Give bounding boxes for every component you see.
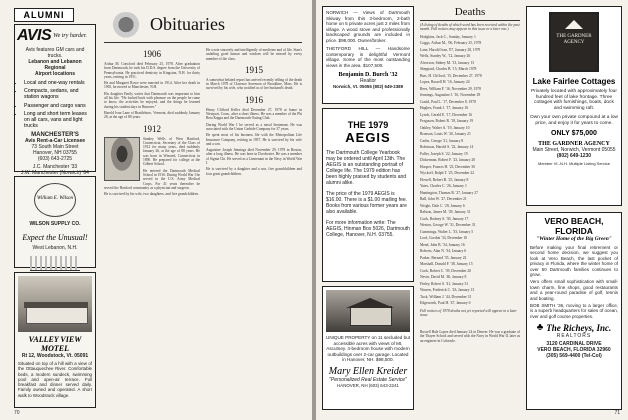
obituaries-title: Obituaries	[150, 14, 225, 34]
deaths-note: Full notices of 1978 deaths not yet reported will appear in a later issue.	[420, 308, 517, 317]
thetford-listing: THETFORD HILL — Handsome contemporary in delightful Vermont village. Some of the most outstanding views in the area. $107,500.	[326, 46, 410, 68]
death-entry: Lord, Gordon '33, December 10	[420, 236, 468, 241]
vero-sub2: REALTORS	[556, 333, 592, 340]
obit-paragraph: Russell Hale Lopez died January 24 in Denver. He was a graduate of the Thayer School and served with the Navy in World War II, later as an engineer in Colorado.	[420, 330, 520, 343]
death-entry: Howell, Robert B. '25, January 8	[420, 177, 469, 182]
kreider-addr: HANOVER, NH (603) 643-2241	[337, 382, 399, 388]
obit-paragraph: He is survived by a daughter and a son, five grandchildren and four great grandchildren.	[206, 167, 302, 176]
death-entry: Mead, John B. '34, January 16	[420, 242, 465, 247]
death-entry: Lopez, Russell H. '16, January 24	[420, 80, 470, 85]
list-item: • Local and one-way rentals	[24, 80, 92, 86]
cottages-title: Lake Fairlee Cottages	[532, 77, 616, 86]
avis-logo-block	[15, 25, 95, 47]
wilson-logo	[34, 183, 76, 217]
kreider-name: Mary Ellen Kreider	[328, 365, 408, 377]
vero-phone: (305) 569-4400 (Tel-Col)	[546, 353, 602, 360]
death-entry: Hooper, Francis H. '23, December 30	[420, 164, 475, 169]
list-item: • Passenger and cargo vans	[24, 103, 92, 109]
russell-lopez-notice	[420, 330, 520, 408]
death-entry: Nevin, David M. '40, January 8	[420, 275, 467, 280]
list-item: • Compacts, sedans, and station wagons	[24, 88, 92, 100]
avis-logo: AVIS	[17, 27, 52, 44]
valley-title: VALLEY VIEW MOTEL	[28, 335, 82, 353]
alumni-header	[14, 8, 74, 22]
death-entry: Cummings, Walter L. '33, January 5	[420, 229, 474, 234]
obit-paragraph: He and Margaret Rowe were married in 1914. After her death in 1965, he moved to Manchester, N.H.	[104, 81, 200, 90]
death-entry: Bronson, Louis W. '20, January 21	[420, 132, 471, 137]
manchester-l5: J.W. Manchester (Norwich) '64	[21, 170, 89, 177]
gardner-sign	[549, 12, 599, 72]
death-entry: Carlin, George '21, January 8	[420, 138, 464, 143]
gardner-sign-text: THE GARDNER AGENCY	[556, 34, 592, 45]
death-entry: Hodgkins, Jack C., Sunday, January 1	[420, 34, 476, 39]
vero-body2: Vero offers small sophistication with small-town charm, fine shops, good restaurants and a year-round paradise of golf, tennis and boating.	[530, 279, 618, 301]
valley-addr: Rt 12, Woodstock, Vt. 05091	[21, 353, 89, 359]
vero-beach-ad	[526, 212, 622, 410]
death-entry: Rees, William F. '16, November 29, 1978	[420, 86, 481, 91]
cottages-agency: THE GARDNER AGENCY	[538, 141, 610, 148]
wilson-addr: West Lebanon, N.H.	[32, 245, 78, 251]
death-entry: Parker, Bernard '35, January 22	[420, 255, 467, 260]
death-entry: Dickerman, Robert F. '23, January 20	[420, 158, 476, 163]
manchester-title: MANCHESTER'S	[31, 132, 79, 139]
manchester-l3: Hanover, NH 03755	[33, 150, 77, 157]
obit-paragraph: He wrote sincerely and intelligently of medicine and of life. Stan's unfailing good humor and wisdom will be missed by every member of the class.	[206, 48, 302, 61]
kreider-photo	[326, 290, 410, 332]
obit-portrait	[104, 137, 140, 181]
death-entry: Sheppard, Charles B. '15, March 1978	[420, 67, 477, 72]
obit-paragraph: His daughter Emily writes that Dartmouth was important to him all his life. "He looked back with pleasure on the people he came to know, the activities he enjoyed, and the things he learned during his student days in Hanover."	[104, 91, 200, 109]
death-entry: Ball, John W. '27, December 21	[420, 197, 467, 202]
norwich-listing: NORWICH — Views of Dartmouth Skiway from this 3-bedroom, 2-bath home on 5 private acres just 2 miles from village. A wood stove and professionally landscaped grounds are included in price. $98,000. Owner/broker.	[326, 10, 410, 43]
deaths-intro: (A listing of deaths of which word has been received within the past month. Full notices may appear in this issue or a later one.)	[420, 23, 520, 32]
valley-view-ad	[14, 272, 96, 408]
death-entry: Robinson, Harold S. '22, January 14	[420, 145, 474, 150]
kreider-blurb: UNIQUE PROPERTY on 11 secluded but accessible acres with views of Mt. Ascutney. 4-bedroom house with modern outbuildings over 2-car garage. Located in Hanover, NH. $98,500.	[326, 335, 411, 362]
death-entry: Jennings, Augustine J. '16, November 29	[420, 93, 481, 98]
death-entry: Coggs, Arthur M., '06, February 25, 1978	[420, 41, 482, 46]
wilson-expect: Expect the Unusual!	[22, 233, 88, 242]
death-entry: Hughes, Frank J. '17, January 16	[420, 106, 469, 111]
avis-ad	[14, 24, 96, 177]
aegis-body: The Dartmouth College Yearbook may be ordered until April 13th. The AEGIS is an outstanding portrait of College life. The 1979 edition has been highly praised by students and alumni alike.	[326, 150, 407, 186]
vero-title: VERO BEACH, FLORIDA	[544, 216, 604, 236]
death-entry: Marshall, Donald F. '38, January 15	[420, 262, 473, 267]
death-entry: Gould, Paul L. '17, December 8, 1978	[420, 99, 476, 104]
cottages-price: ONLY $75,000	[551, 130, 597, 138]
manchester-l1: Avis Rent-a-Car Licensee	[24, 138, 86, 145]
death-entry: Roberts, Alan N. '34, January 6	[420, 249, 467, 254]
obit-paragraph: A somewhat belated report has arrived recently telling of the death in March 1978 of Clarence Sorenson of Brookline, Mass. He is survived by his wife, who notified us of her husband's death.	[206, 77, 302, 91]
house-icon	[565, 20, 583, 29]
obit-paragraph: He spent most of his business life with the Metropolitan Life Insurance Company, retiring in 1957. He is survived by his wife and a son.	[206, 133, 302, 146]
death-entry: Huntington, Thomas B. '27, January 27	[420, 190, 478, 195]
gardner-ad	[526, 6, 622, 206]
death-entry: Yates, Charles C. '26, January 1	[420, 184, 467, 189]
obit-paragraph: Harold Ivan Lane of Brattleboro, Vermont, died suddenly January 28, at the age of 80 years.	[104, 110, 200, 120]
aegis-ad	[322, 108, 414, 282]
kreider-tagline: "Personalized Real Estate Service"	[329, 376, 407, 383]
death-entry: Ferguson, Robert R. '18, January 19	[420, 119, 474, 124]
death-entry: Wells, Stanley W., '12, January 26	[420, 54, 471, 59]
vero-body: Before making your final retirement or second home decision, we suggest you look at Vero Beach, the last pocket of privacy in Florida, where the winter home of over 50 Dartmouth families continues to grow.	[530, 245, 618, 278]
death-entry: Weston, George W. '31, December 31	[420, 223, 476, 228]
year-1916: 1916	[245, 94, 263, 105]
death-entry: Burt, H. Clifford, '15, December 27, 1978	[420, 73, 482, 78]
death-entry: Tuck, William J. '44, December 31	[420, 294, 472, 299]
obituaries-icon	[111, 12, 141, 40]
vero-company: The Richeys, Inc.	[546, 323, 612, 334]
cottages-owner: Own your own private compound at a low price, and enjoy it for years to come.	[530, 114, 618, 126]
aegis-price: The price of the 1979 AEGIS is $16.00. There is a $1.00 mailing fee. Books from various former years are also available.	[326, 191, 408, 215]
obit-paragraph: He is survived by his wife, two daughters, and five grandchildren.	[104, 192, 199, 197]
valley-photo	[18, 276, 92, 332]
death-entry: Wright, Dale C. '29, January 6	[420, 203, 465, 208]
valley-body: Situated on top of a hill with a view of the Ottauquechee River. Comfortable beds, a modern sundeck, swimming pool and open-air terrace. Full breakfast and dinner served daily. Family owned and operated. A short walk to Woodstock village.	[18, 361, 92, 398]
manchester-l2: 73 South Main Street	[31, 144, 79, 151]
death-entry: Cook, Robert C. '39, December 20	[420, 268, 472, 273]
obit-paragraph: Stanley Wells of West Hartford, Connecticut, Secretary of the Class of 1912 for many years, died suddenly January 26, at the age of 88 years. He was born in Winsted, Connecticut in 1890. He prepared for college at the Gilbert School.	[143, 136, 200, 167]
left-page	[0, 0, 312, 420]
death-entry: Wyckoff, Ralph T. '25, December 22	[420, 171, 475, 176]
vero-body3: BOB SMITH '36, moving to a larger office, is a superb headquarters for sales of ocean, river and golf course properties.	[530, 303, 618, 319]
year-1915: 1915	[245, 64, 263, 75]
cottages-member: Member Vt.-N.H. Multiple Listing Service	[537, 161, 611, 167]
obit-column-1	[104, 48, 200, 408]
death-entry: Finley, Robert S. '41, January 31	[420, 281, 469, 286]
death-entry: Warren, Frederick C. '43, January 13	[420, 288, 475, 293]
year-1906: 1906	[143, 49, 161, 59]
deaths-title: Deaths	[454, 6, 486, 18]
death-entry: Oakley, Walter A. '19, January 10	[420, 125, 470, 130]
wilson-name: William E. Wilson	[37, 196, 73, 201]
vero-sub: "Winter Home of the Big Green"	[536, 236, 612, 242]
manchester-l4: J.C. Manchester '33	[32, 164, 78, 171]
wilson-illustration	[30, 256, 80, 271]
wilson-sub: WILSON SUPPLY CO.	[29, 221, 81, 227]
vero-city: VERO BEACH, FLORIDA 32960	[537, 347, 611, 354]
avis-bullets	[15, 80, 95, 129]
death-entry: Ralston, James M. '29, January 31	[420, 210, 471, 215]
burch-realty-ad	[322, 6, 414, 104]
death-entry: Alvorson, Sidney M. '13, January 13	[420, 60, 475, 65]
cottages-body: Privately located with approximately four hundred feet of lake frontage. Three cottages with furnishings, boats, dock and swimming raft.	[531, 89, 617, 112]
death-entry: Cook, Rodney S. '30, January 17	[420, 216, 469, 221]
aegis-info: For more information write: The AEGIS, Hinman Box 5026, Dartmouth College, Hanover, N.H. 03755.	[326, 220, 410, 238]
deaths-list	[420, 23, 520, 326]
alumni-label: ALUMNI	[23, 10, 65, 20]
manchester-phone: (603) 643-2725	[37, 156, 73, 163]
obit-paragraph: Arthur M. Crawford died February 25, 1978. After graduation from Dartmouth, he took his D.D.S. degree from the University of Pennsylvania. He practiced dentistry in Kingston, N.H. for thirty years, retiring in 1951.	[104, 62, 200, 79]
vero-addr: 3120 CARDINAL DRIVE	[546, 341, 602, 348]
list-item: • Long and short term leases on all cars, vans and light trucks	[24, 111, 92, 130]
death-entry: Lynch, Gerald E. '17, December 16	[420, 112, 473, 117]
burch-addr: Norwich, Vt. 05055 (802) 649-2389	[332, 84, 404, 89]
avis-line2: Lebanon and Lebanon Regional	[28, 59, 82, 71]
death-entry: Lane, Harold Ivan, '07, January 28, 1979	[420, 47, 481, 52]
death-entry: Fuller, Joseph S. '22, January 19	[420, 151, 468, 156]
page-number: 70	[14, 410, 20, 416]
year-1912: 1912	[143, 123, 161, 134]
aegis-t1: THE 1979	[347, 120, 389, 130]
kreider-ad	[322, 286, 414, 410]
obit-paragraph: Henry Clifford Keller died December 27, 1978 at home in Westport, Conn., after a short illness. He was a member of the Phi Beta Kappa and the Dartmouth Outing Club.	[206, 107, 302, 121]
obit-column-2	[206, 48, 302, 408]
cottages-phone: (802) 649-1230	[556, 153, 592, 160]
cottages-addr: Main Street, Norwich, Vermont 05055	[532, 147, 616, 154]
burch-title: Realtor	[359, 78, 377, 84]
palm-tree-icon: ♣	[536, 322, 544, 334]
page-number: 71	[614, 410, 620, 416]
avis-line1: Avis features GM cars and trucks.	[25, 47, 85, 59]
obit-paragraph: During World War I he served as a naval lieutenant. He was associated with the Union Carbide Company for 37 years.	[206, 122, 302, 131]
avis-line3: Airport locations	[34, 71, 75, 77]
wilson-ad	[14, 176, 96, 268]
right-page	[316, 0, 628, 420]
death-entry: Edgeworth, Paul H. '47, January 6	[420, 301, 471, 306]
avis-tagline: We try harder.	[53, 33, 87, 39]
deaths-names	[420, 34, 520, 307]
aegis-t2: AEGIS	[345, 130, 391, 145]
obit-paragraph: Augustine Joseph Jennings died November 29, 1978 in Boston, after a long illness. He was born in Dorchester. He was a member of Sigma Chi. He served as a Lieutenant in the Navy in World War I.	[206, 148, 302, 166]
burch-name: Benjamin D. Burch '32	[338, 72, 398, 78]
obit-paragraph: He entered the Dartmouth Medical School in 1916. During World War I he served in the U.S. Army Medical Corps. For 41 years thereafter he served the Hartford community as a physician and surgeon.	[104, 168, 200, 190]
